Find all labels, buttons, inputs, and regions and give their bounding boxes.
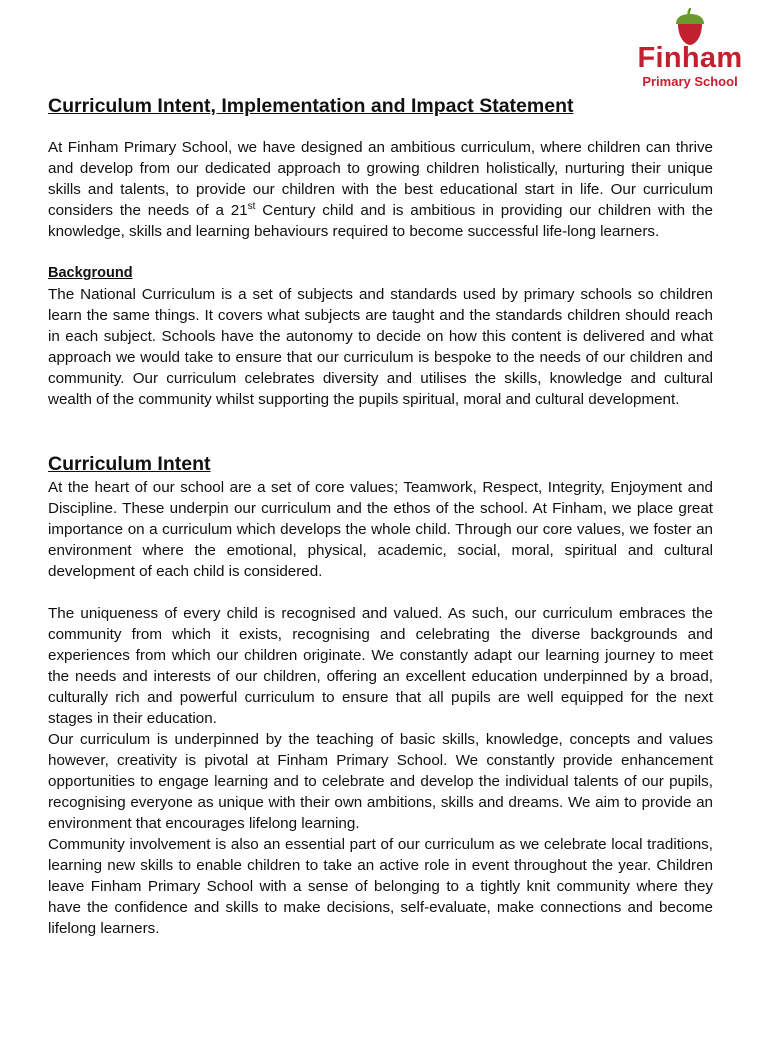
intent-paragraph-1: At the heart of our school are a set of core values; Teamwork, Respect, Integrity, Enjoyment and Discipline. These underpin our curriculum and the ethos of the school. At Finham, we place great importance on a curriculum which develops the whole child. Through our core values, we foster an environment where the emotional, physical, academic, social, moral, spiritual and cultural development of each child is considered.	[48, 478, 713, 580]
acorn-icon	[673, 8, 707, 46]
intent-paragraph-4: Community involvement is also an essential part of our curriculum as we celebrate local traditions, learning new skills to enable children to take an active role in event throughout the year. Children leave Finham Primary School with a sense of belonging to a tightly knit community where they have the confidence and skills to make decisions, self-evaluate, make connections and become lifelong learners.	[48, 835, 713, 937]
intro-paragraph	[48, 137, 713, 242]
intent-paragraph-3: Our curriculum is underpinned by the teaching of basic skills, knowledge, concepts and values however, creativity is pivotal at Finham Primary School. We constantly provide enhancement opportunities to engage learning and to celebrate and develop the individual talents of our pupils, recognising everyone as unique with their own ambitions, skills and dreams. We aim to provide an environment that encourages lifelong learning.	[48, 730, 713, 832]
background-paragraph: The National Curriculum is a set of subjects and standards used by primary schools so children learn the same things. It covers what subjects are taught and the standards children should reach in each subject. Schools have the autonomy to decide on how this content is delivered and what approach we would take to ensure that our curriculum is bespoke to the needs of our children and community. Our curriculum celebrates diversity and utilises the skills, knowledge and cultural wealth of the community whilst supporting the pupils spiritual, moral and cultural development.	[48, 286, 713, 409]
intro-text-2: Century child and is ambitious in providing our children with the knowledge, skills and learning behaviours required to become successful life-long learners.	[48, 202, 713, 241]
spacer	[48, 410, 713, 452]
intro-text-1: At Finham Primary School, we have designed an ambitious curriculum, where children can thrive and develop from our dedicated approach to growing children holistically, nurturing their unique skills and talents, to provide our children with the best educational start in life. Our curriculum considers the needs of a 21	[48, 139, 713, 220]
document-body	[48, 94, 713, 939]
intro-superscript: st	[247, 201, 256, 213]
background-heading: Background	[48, 265, 133, 282]
page-title: Curriculum Intent, Implementation and Impact Statement	[48, 95, 574, 117]
spacer	[48, 582, 713, 603]
logo-name: Finham	[637, 42, 743, 74]
school-logo	[630, 8, 750, 90]
intent-heading: Curriculum Intent	[48, 453, 211, 476]
intent-paragraph-2: The uniqueness of every child is recognised and valued. As such, our curriculum embraces the community from which it exists, recognising and celebrating the diverse backgrounds and experiences from which our children originate. We constantly adapt our learning journey to meet the needs and interests of our children, offering an excellent education underpinned by a broad, culturally rich and powerful curriculum to ensure that all pupils are well equipped for the next stages in their education.	[48, 604, 713, 727]
spacer	[48, 242, 713, 263]
logo-subtitle: Primary School	[642, 74, 738, 89]
